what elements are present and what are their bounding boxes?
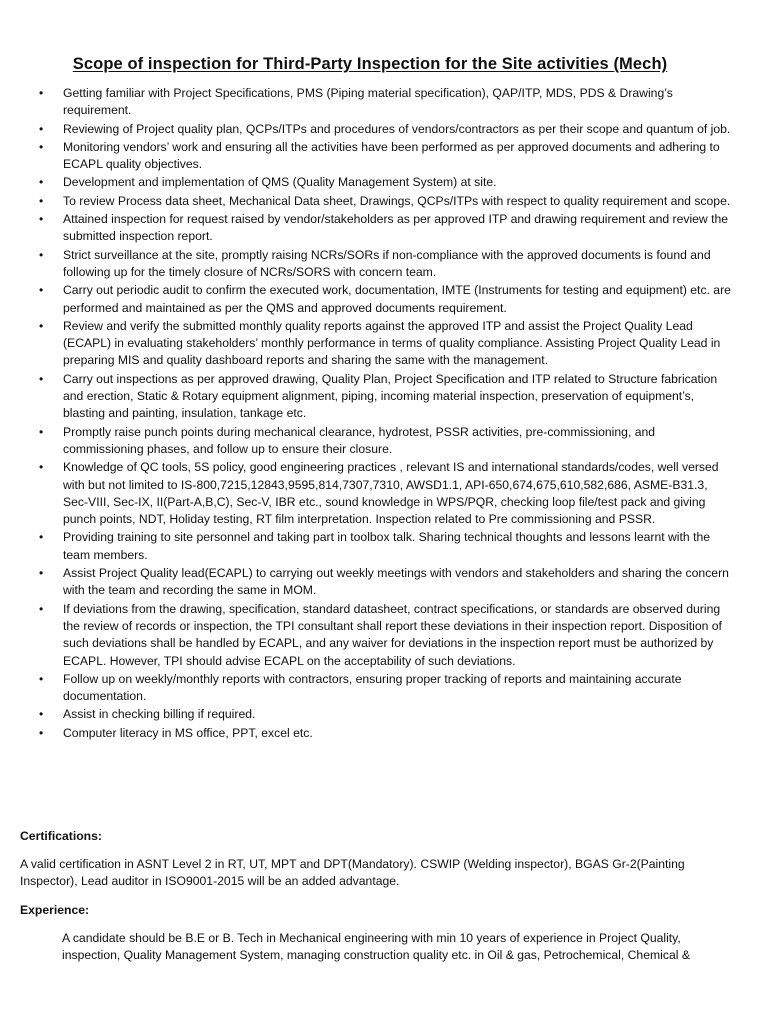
bullet-dot-icon: • <box>39 566 44 581</box>
bullet-dot-icon: • <box>39 460 44 475</box>
bullet-text: Knowledge of QC tools, 5S policy, good engineering practices , relevant IS and international standards/codes, well versed with but not limited to IS-800,7215,12843,9595,814,7307,7310, AWSD1.1, API-650,674,675,610,582,686, ASME-B31.3, Sec-VIII, Sec-IX, II(Part-A,B,C), Sec-V, IBR etc., sound knowledge in WPS/PQR, checking loop file/test pack and giving punch points, NDT, Holiday testing, RT film interpretation. Inspection related to Pre commissioning and PSSR. <box>63 460 719 527</box>
bullet-dot-icon: • <box>39 175 44 190</box>
bullet-text: Assist in checking billing if required. <box>63 707 256 722</box>
bullet-item <box>36 247 732 282</box>
bullet-dot-icon: • <box>39 530 44 545</box>
document-title: Scope of inspection for Third-Party Inspection for the Site activities (Mech) <box>72 55 668 73</box>
bullet-text: Development and implementation of QMS (Quality Management System) at site. <box>63 175 497 190</box>
bullet-text: Review and verify the submitted monthly quality reports against the approved ITP and assist the Project Quality Lead (ECAPL) in evaluating stakeholders’ monthly performance in terms of quality compliance. Assisting Project Quality Lead in preparing MIS and quality dashboard reports and sharing the same with the management. <box>63 318 721 368</box>
bullet-item <box>36 706 732 723</box>
bullet-item <box>36 529 732 564</box>
bullet-item <box>36 282 732 317</box>
bullet-item <box>36 371 732 423</box>
bullet-dot-icon: • <box>39 424 44 439</box>
bullet-item <box>36 174 732 191</box>
bullet-text: Follow up on weekly/monthly reports with contractors, ensuring proper tracking of reports and maintaining accurate documentation. <box>63 671 682 704</box>
bullet-text: Assist Project Quality lead(ECAPL) to carrying out weekly meetings with vendors and stakeholders and sharing the concern with the team and recording the same in MOM. <box>63 566 729 598</box>
bullet-dot-icon: • <box>39 283 44 298</box>
bullet-dot-icon: • <box>39 121 44 136</box>
bullet-item <box>36 211 732 246</box>
bullet-dot-icon: • <box>39 671 44 686</box>
bullet-text: Promptly raise punch points during mechanical clearance, hydrotest, PSSR activities, pre-commissioning, and commissioning phases, and follow up to ensure their closure. <box>63 424 656 456</box>
bullet-dot-icon: • <box>39 193 44 208</box>
bullet-dot-icon: • <box>39 725 44 740</box>
bullet-dot-icon: • <box>39 212 44 227</box>
bullet-text: Providing training to site personnel and taking part in toolbox talk. Sharing technical thoughts and lessons learnt with the team members. <box>63 530 711 562</box>
bullet-text: If deviations from the drawing, specification, standard datasheet, contract specifications, or standards are observed during the review of records or inspection, the TPI consultant shall report these deviations in their inspection report. Disposition of such deviations shall be handled by ECAPL, and any waiver for deviations in the inspection report must be authorized by ECAPL. However, TPI should advise ECAPL on the acceptability of such deviations. <box>63 601 722 668</box>
bullet-item <box>36 565 732 600</box>
bullet-text: To review Process data sheet, Mechanical Data sheet, Drawings, QCPs/ITPs with respect to quality requirement and scope. <box>63 193 731 208</box>
bullet-item <box>36 318 732 370</box>
bullet-item <box>36 85 732 120</box>
bullet-text: Computer literacy in MS office, PPT, excel etc. <box>63 725 313 740</box>
bullet-item <box>36 424 732 459</box>
bullet-dot-icon: • <box>39 707 44 722</box>
bullet-item <box>36 459 732 528</box>
bullet-text: Monitoring vendors’ work and ensuring all the activities have been performed as per approved documents and adhering to ECAPL quality objectives. <box>63 139 720 172</box>
bullet-item <box>36 725 732 742</box>
experience-heading: Experience: <box>20 903 90 917</box>
scope-bullet-list <box>36 85 732 743</box>
bullet-dot-icon: • <box>39 601 44 616</box>
bullet-dot-icon: • <box>39 139 44 154</box>
bullet-dot-icon: • <box>39 371 44 386</box>
bullet-dot-icon: • <box>39 318 44 333</box>
bullet-text: Getting familiar with Project Specifications, PMS (Piping material specification), QAP/ITP, MDS, PDS & Drawing’s requirement. <box>63 86 673 118</box>
certifications-text: A valid certification in ASNT Level 2 in RT, UT, MPT and DPT(Mandatory). CSWIP (Welding inspector), BGAS Gr-2(Painting Inspector), Lead auditor in ISO9001-2015 will be an added advantage. <box>20 857 685 889</box>
bullet-item <box>36 121 732 138</box>
bullet-item <box>36 139 732 174</box>
bullet-item <box>36 193 732 210</box>
bullet-text: Strict surveillance at the site, promptly raising NCRs/SORs if non-compliance with the approved documents is found and following up for the timely closure of NCRs/SORS with concern team. <box>63 247 711 279</box>
bullet-text: Reviewing of Project quality plan, QCPs/ITPs and procedures of vendors/contractors as per their scope and quantum of job. <box>63 121 731 136</box>
bullet-text: Attained inspection for request raised by vendor/stakeholders as per approved ITP and drawing requirement and review the submitted inspection report. <box>63 212 729 244</box>
bullet-dot-icon: • <box>39 247 44 262</box>
bullet-item <box>36 601 732 670</box>
experience-text: A candidate should be B.E or B. Tech in Mechanical engineering with min 10 years of experience in Project Quality, inspection, Quality Management System, managing construction quality etc. in Oil & gas, Petrochemical, Chemical & <box>62 931 690 963</box>
bullet-text: Carry out inspections as per approved drawing, Quality Plan, Project Specification and ITP related to Structure fabrication and erection, Static & Rotary equipment alignment, piping, incoming material inspection, preservation of equipment’s, blasting and painting, insulation, tankage etc. <box>63 371 718 421</box>
bullet-item <box>36 671 732 706</box>
certifications-heading: Certifications: <box>20 829 102 843</box>
bullet-dot-icon: • <box>39 86 44 100</box>
bullet-text: Carry out periodic audit to confirm the executed work, documentation, IMTE (Instruments for testing and equipment) etc. are performed and maintained as per the QMS and approved documents requirement. <box>63 283 731 315</box>
